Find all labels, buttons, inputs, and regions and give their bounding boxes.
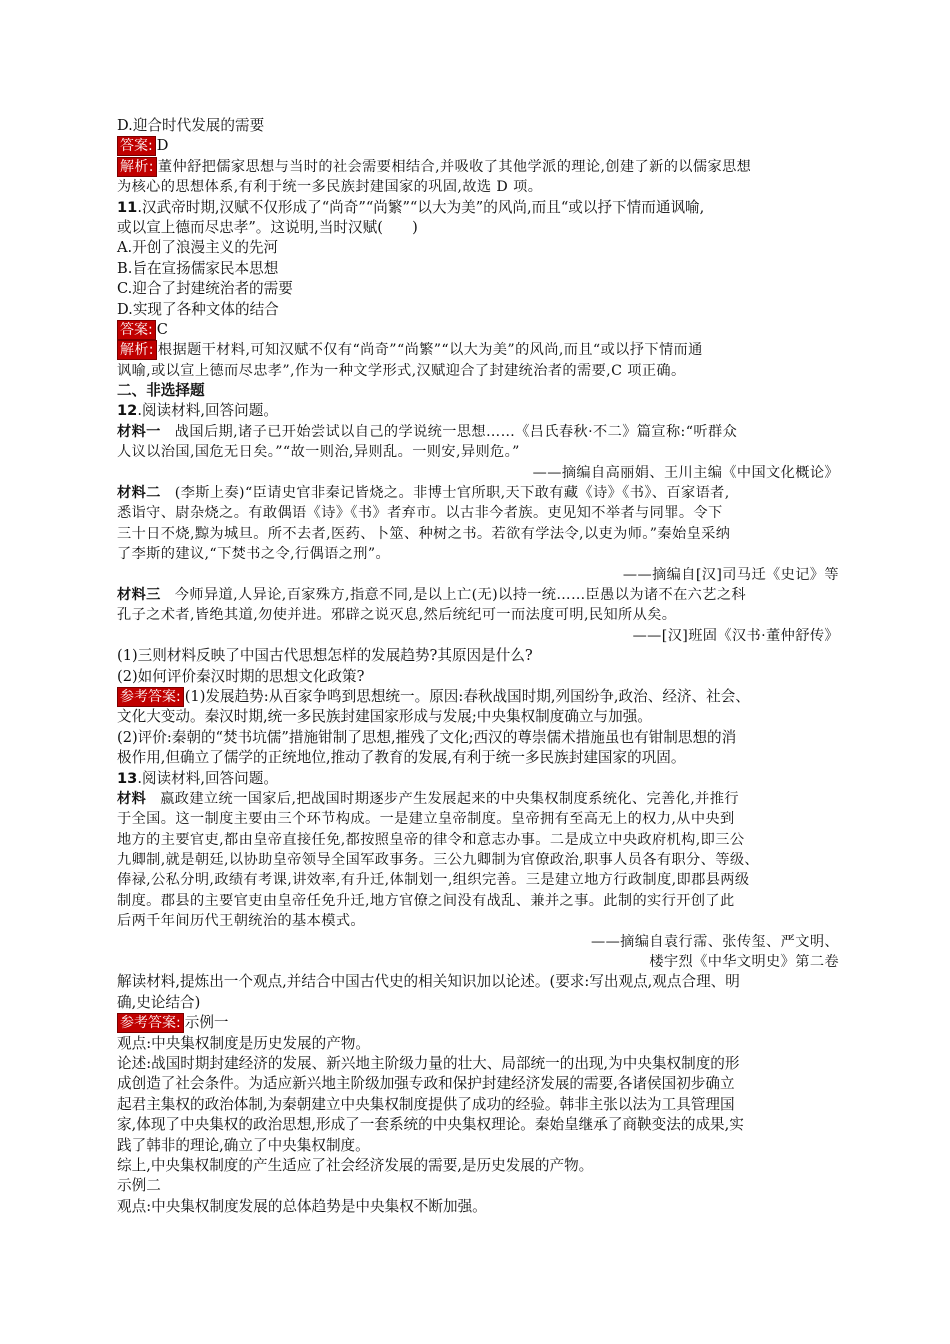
q12-answer-2-line: 极作用,但确立了儒学的正统地位,推动了教育的发展,有利于统一多民族封建国家的巩固。	[117, 749, 686, 767]
question-number: 12	[117, 402, 138, 420]
q12-sub-question-1: (1)三则材料反映了中国古代思想怎样的发展趋势?其原因是什么?	[117, 647, 533, 665]
q11-stem-line: 或以宣上德而尽忠孝”。这说明,当时汉赋( )	[117, 218, 418, 236]
q13-answer: 参考答案: 示例一	[117, 1013, 839, 1033]
question-number: 13	[117, 769, 138, 787]
q13-material: 材料 嬴政建立统一国家后,把战国时期逐步产生发展起来的中央集权制度系统化、完善化,并推行	[117, 790, 739, 807]
q13-material-line: 后两千年间历代王朝统治的基本模式。	[117, 913, 365, 930]
q13-conclusion: 综上,中央集权制度的产生适应了社会经济发展的需要,是历史发展的产物。	[117, 1156, 594, 1174]
q13-example-2: 示例二	[117, 1177, 161, 1195]
q11-option-b: B.旨在宣扬儒家民本思想	[117, 259, 279, 277]
answer-value: C	[156, 320, 168, 338]
q13-task-line: 确,史论结合)	[117, 993, 201, 1011]
analysis-tag: 解析:	[117, 340, 157, 360]
q13-argument-line: 践了韩非的理论,确立了中央集权制度。	[117, 1136, 370, 1154]
q12-material-1-line: 人议以治国,国危无日矣。”“故一则治,异则乱。一则安,异则危。”	[117, 444, 520, 461]
q12-answer-1-line: 文化大变动。秦汉时期,统一多民族封建国家形成与发展;中央集权制度确立与加强。	[117, 708, 652, 726]
q13-argument-line: 起君主集权的政治体制,为秦朝建立中央集权制度提供了成功的经验。韩非主张以法为工具管理国	[117, 1095, 735, 1113]
q13-material-source: ——摘编自袁行霈、张传玺、严文明、	[591, 933, 839, 950]
q11-option-c: C.迎合了封建统治者的需要	[117, 280, 293, 298]
question-number: 11	[117, 198, 138, 216]
q11-analysis: 解析: 根据题干材料,可知汉赋不仅有“尚奇”“尚繁”“以大为美”的风尚,而且“或以抒下情而通	[117, 340, 839, 360]
q12-answer-1: 参考答案: (1)发展趋势:从百家争鸣到思想统一。原因:春秋战国时期,列国纷争,政治、经济、社会、	[117, 687, 839, 707]
q12-material-2: 材料二 (李斯上奏)“臣请史官非秦记皆烧之。非博士官所职,天下敢有藏《诗》《书》、百家语者,	[117, 485, 730, 502]
material-label: 材料二	[117, 485, 161, 502]
q11-answer	[117, 320, 839, 340]
q13-stem: 13.阅读材料,回答问题。	[117, 769, 278, 787]
q13-material-line: 俸禄,公私分明,政绩有考课,讲效率,有升迁,体制划一,组织完善。三是建立地方行政制度,即郡县两级	[117, 872, 750, 889]
q12-material-2-source: ——摘编自[汉]司马迁《史记》等	[622, 566, 839, 583]
material-label: 材料一	[117, 423, 161, 440]
q13-viewpoint-1: 观点:中央集权制度是历史发展的产物。	[117, 1034, 371, 1052]
q10-analysis: 解析: 董仲舒把儒家思想与当时的社会需要相结合,并吸收了其他学派的理论,创建了新的以儒家思想	[117, 157, 839, 177]
q11-stem: 11.汉武帝时期,汉赋不仅形成了“尚奇”“尚繁”“以大为美”的风尚,而且“或以抒下情而通讽喻,	[117, 198, 705, 216]
q11-option-d: D.实现了各种文体的结合	[117, 300, 279, 318]
q12-material-3: 材料三 今师异道,人异论,百家殊方,指意不同,是以上亡(无)以持一统……臣愚以为诸不在六艺之科	[117, 586, 747, 603]
q13-task: 解读材料,提炼出一个观点,并结合中国古代史的相关知识加以论述。(要求:写出观点,观点合理、明	[117, 973, 740, 991]
q13-material-line: 制度。郡县的主要官吏由皇帝任免升迁,地方官僚之间没有战乱、兼并之事。此制的实行开创了此	[117, 892, 735, 909]
q12-material-2-line: 三十日不烧,黥为城旦。所不去者,医药、卜筮、种树之书。若欲有学法令,以吏为师。”秦始皇采纳	[117, 525, 731, 542]
document-page	[117, 116, 839, 1217]
q12-stem: 12.阅读材料,回答问题。	[117, 402, 278, 420]
analysis-tag: 解析:	[117, 157, 157, 177]
q13-material-source-line: 楼宇烈《中华文明史》第二卷	[649, 954, 839, 971]
q11-analysis-line: 讽喻,或以宣上德而尽忠孝”,作为一种文学形式,汉赋迎合了封建统治者的需要,C 项正确。	[117, 362, 686, 379]
material-label: 材料	[117, 790, 147, 807]
q13-argument-line: 成创造了社会条件。为适应新兴地主阶级加强专政和保护封建经济发展的需要,各诸侯国初步确立	[117, 1075, 735, 1093]
q13-viewpoint-2: 观点:中央集权制度发展的总体趋势是中央集权不断加强。	[117, 1197, 487, 1215]
reference-answer-tag: 参考答案:	[117, 1013, 184, 1033]
q12-material-3-source: ——[汉]班固《汉书·董仲舒传》	[632, 627, 839, 644]
answer-value: D	[156, 137, 169, 155]
q11-option-a: A.开创了浪漫主义的先河	[117, 239, 279, 257]
answer-tag: 答案:	[117, 320, 156, 340]
q13-argument: 论述:战国时期封建经济的发展、新兴地主阶级力量的壮大、局部统一的出现,为中央集权制度的形	[117, 1054, 740, 1072]
q10-option-d: D.迎合时代发展的需要	[117, 117, 265, 134]
q13-material-line: 地方的主要官吏,都由皇帝直接任免,都按照皇帝的律令和意志办事。二是成立中央政府机构,即三公	[117, 831, 745, 848]
q12-material-2-line: 了李斯的建议,“下焚书之令,行偶语之刑”。	[117, 546, 391, 563]
q13-argument-line: 家,体现了中央集权的政治思想,形成了一套系统的中央集权理论。秦始皇继承了商鞅变法的成果,实	[117, 1116, 744, 1134]
q13-material-line: 九卿制,就是朝廷,以协助皇帝领导全国军政事务。三公九卿制为官僚政治,职事人员各有职分、等级、	[117, 852, 759, 869]
q10-analysis-line: 为核心的思想体系,有利于统一多民族封建国家的巩固,故选 D 项。	[117, 179, 543, 196]
q12-answer-2: (2)评价:秦朝的“焚书坑儒”措施钳制了思想,摧残了文化;西汉的尊崇儒术措施虽也有钳制思想的消	[117, 728, 737, 746]
section-heading: 二、非选择题	[117, 382, 205, 400]
q12-material-2-line: 悉诣守、尉杂烧之。有敢偶语《诗》《书》者弃市。以古非今者族。吏见知不举者与同罪。令下	[117, 505, 723, 522]
answer-tag: 答案:	[117, 136, 156, 156]
q13-material-line: 于全国。这一制度主要由三个环节构成。一是建立皇帝制度。皇帝拥有至高无上的权力,从中央到	[117, 811, 735, 828]
q12-material-1-source: ——摘编自高丽娟、王川主编《中国文化概论》	[532, 464, 839, 481]
q10-answer	[117, 136, 839, 156]
reference-answer-tag: 参考答案:	[117, 687, 184, 707]
q12-material-1: 材料一 战国后期,诸子已开始尝试以自己的学说统一思想……《吕氏春秋·不二》篇宣称:“听群众	[117, 423, 738, 440]
material-label: 材料三	[117, 586, 161, 603]
q12-sub-question-2: (2)如何评价秦汉时期的思想文化政策?	[117, 667, 365, 685]
q12-material-3-line: 孔子之术者,皆绝其道,勿使并进。邪辟之说灭息,然后统纪可一而法度可明,民知所从矣。	[117, 607, 677, 624]
